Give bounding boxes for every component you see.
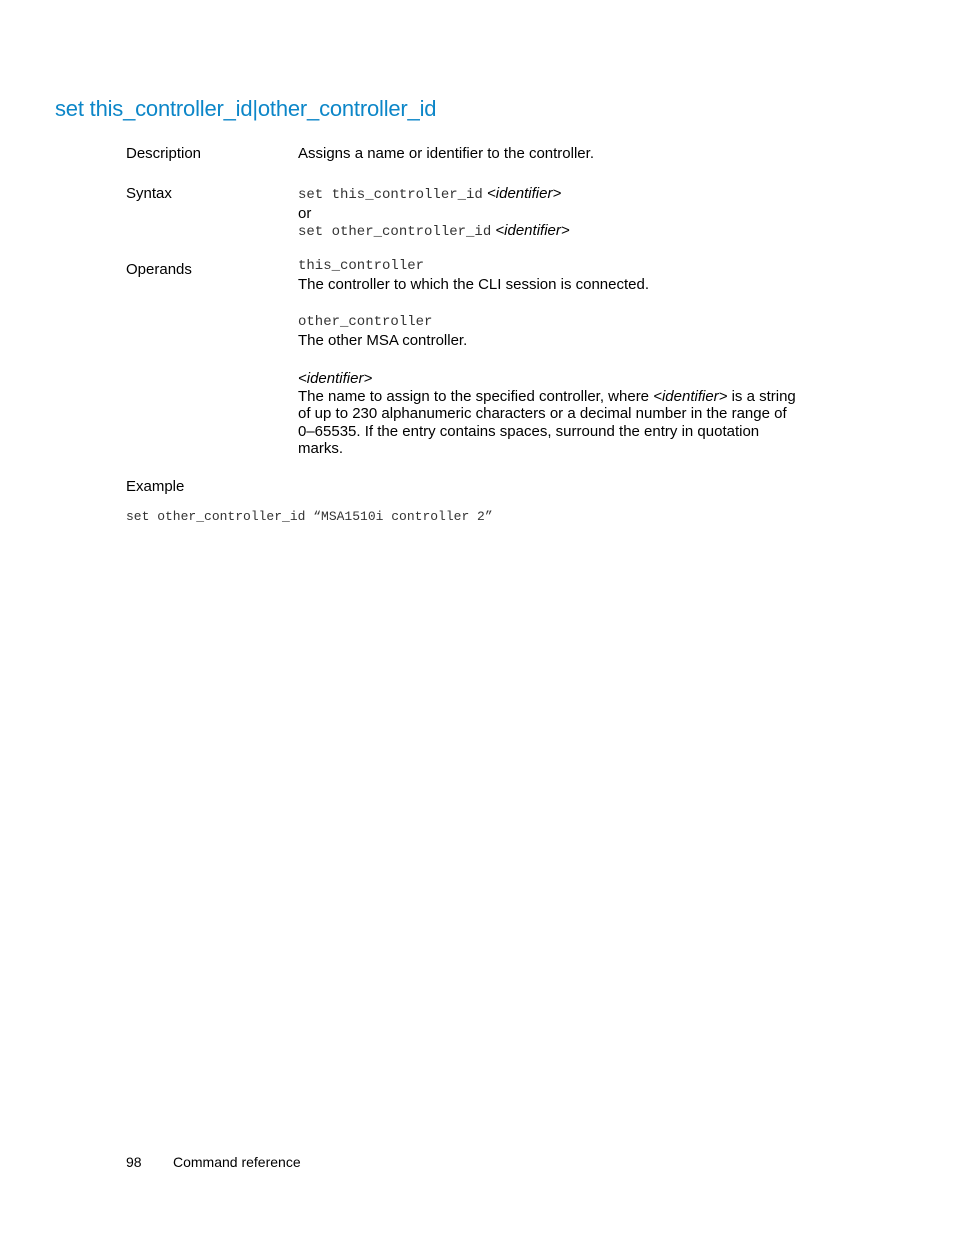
- operand-desc-end: is a string of up to 230 alphanumeric characters or a decimal number in the range of 0–65535. If the entry contains spaces, surround the entry in quotation marks.: [298, 387, 796, 457]
- operand-name: this_controller: [298, 258, 425, 274]
- operand-desc-identifier: <identifier>: [653, 387, 728, 405]
- operand-name: [298, 370, 804, 388]
- footer-section: Command reference: [173, 1154, 301, 1170]
- syntax-arg-other: <identifier>: [495, 222, 570, 239]
- page-title: set this_controller_id|other_controller_id: [55, 96, 437, 121]
- operand-other-controller: [298, 314, 467, 349]
- example-code: set other_controller_id “MSA1510i controller 2”: [126, 509, 493, 524]
- syntax-block: [298, 185, 570, 242]
- operand-name-italic: <identifier>: [298, 370, 373, 387]
- syntax-or: or: [298, 204, 312, 222]
- operand-desc-start: The name to assign to the specified controller, where: [298, 387, 654, 405]
- operand-description: The controller to which the CLI session is connected.: [298, 275, 650, 293]
- page-number: 98: [126, 1154, 142, 1170]
- description-text: Assigns a name or identifier to the controller.: [298, 145, 594, 162]
- example-label: Example: [126, 478, 185, 495]
- operand-identifier: [298, 370, 804, 458]
- syntax-command-this: set this_controller_id: [298, 187, 483, 203]
- operand-this-controller: [298, 258, 649, 293]
- description-label: Description: [126, 145, 202, 162]
- operand-description: The other MSA controller.: [298, 331, 468, 349]
- operand-description: [298, 388, 804, 458]
- syntax-arg-this: <identifier>: [487, 185, 562, 202]
- syntax-command-other: set other_controller_id: [298, 224, 492, 240]
- syntax-line-this: [298, 185, 570, 205]
- syntax-line-other: [298, 222, 570, 242]
- syntax-label: Syntax: [126, 185, 172, 202]
- operands-label: Operands: [126, 261, 192, 278]
- operand-name: other_controller: [298, 314, 433, 330]
